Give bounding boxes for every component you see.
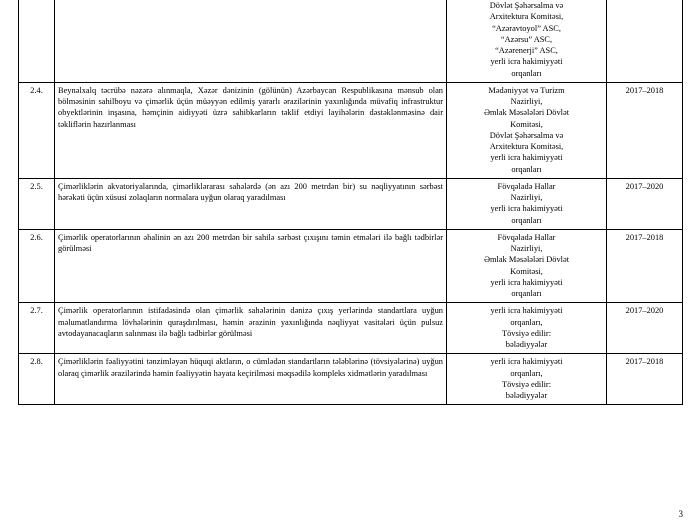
row-executors-cell xyxy=(447,303,607,354)
executor-line: Fövqəladə Hallar xyxy=(497,181,556,191)
executor-line: Mədəniyyət və Turizm xyxy=(488,85,565,95)
executor-line: yerli icra hakimiyyəti xyxy=(490,357,563,367)
table-row xyxy=(19,229,683,303)
executor-line: orqanları, xyxy=(510,317,543,327)
row-number-cell: 2.5. xyxy=(19,178,55,229)
row-period-cell: 2017–2018 xyxy=(607,82,683,178)
row-number-cell: 2.6. xyxy=(19,229,55,303)
row-period-cell: 2017–2020 xyxy=(607,178,683,229)
table-body xyxy=(19,0,683,405)
executor-line: Dövlət Şəhərsalma və xyxy=(489,130,564,140)
executor-line: bələdiyyələr xyxy=(505,340,548,349)
row-measure-cell xyxy=(55,0,447,82)
executor-line: yerli icra hakimiyyəti xyxy=(490,57,563,67)
executor-line: Əmlak Məsələləri Dövlət xyxy=(483,108,570,118)
executor-line: yerli icra hakimiyyəti xyxy=(490,306,563,316)
row-period-cell: 2017–2018 xyxy=(607,354,683,405)
table-row xyxy=(19,178,683,229)
page-number: 3 xyxy=(678,509,683,519)
row-executors-cell xyxy=(447,82,607,178)
executor-line: orqanları xyxy=(511,68,542,78)
executor-line: Arxitektura Komitəsi, xyxy=(489,12,564,22)
executor-line: Arxitektura Komitəsi, xyxy=(489,142,564,151)
executor-line: Əmlak Məsələləri Dövlət xyxy=(483,255,570,265)
executor-line: Komitəsi, xyxy=(510,266,543,276)
row-executors-cell xyxy=(447,0,607,82)
executor-line: Nazirliyi, xyxy=(510,97,543,106)
row-measure-cell: Beynəlxalq təcrübə nəzərə alınmaqla, Xəzər dənizinin (gölünün) Azərbaycan Respublikasına mənsub olan bölməsinin sahilboyu və çimərlik üçün müəyyən edilmiş yararlı ərazilərinin yaxınlığında müvafiq infrastruktur obyektlərinin inşasına, həmçinin aidiyyəti üzrə sahibkarların təklif etdiyi layihələrin dəstəklənməsinə dair təkliflərin hazırlanması xyxy=(55,82,447,178)
row-period-cell: 2017–2020 xyxy=(607,303,683,354)
executor-line: bələdiyyələr xyxy=(505,391,548,400)
table-row xyxy=(19,0,683,82)
row-number-cell: 2.4. xyxy=(19,82,55,178)
executor-line: Fövqəladə Hallar xyxy=(497,232,556,242)
executor-line: Tövsiyə edilir: xyxy=(501,328,552,338)
executor-line: orqanları xyxy=(511,215,542,225)
executor-line: Nazirliyi, xyxy=(510,244,543,253)
row-number-cell: 2.7. xyxy=(19,303,55,354)
executor-line: Nazirliyi, xyxy=(510,193,543,202)
row-period-cell: 2017–2018 xyxy=(607,229,683,303)
executor-line: “Azərenerji” ASC, xyxy=(495,46,558,55)
table-row xyxy=(19,354,683,405)
row-measure-cell: Çimərlik operatorlarının əhalinin ən azı 200 metrdən bir sahilə sərbəst çıxışını təmin etmələri ilə bağlı tədbirlər görülməsi xyxy=(55,229,447,303)
executor-line: yerli icra hakimiyyəti xyxy=(490,153,563,163)
executor-line: orqanları xyxy=(511,164,542,174)
executor-line: “Azəravtoyol” ASC, xyxy=(492,23,561,33)
executor-line: orqanları xyxy=(511,289,542,298)
measures-table xyxy=(18,0,683,405)
table-row xyxy=(19,303,683,354)
executor-line: Tövsiyə edilir: xyxy=(501,379,552,389)
row-executors-cell xyxy=(447,178,607,229)
row-number-cell xyxy=(19,0,55,82)
table-row xyxy=(19,82,683,178)
row-number-cell: 2.8. xyxy=(19,354,55,405)
row-executors-cell xyxy=(447,354,607,405)
row-measure-cell: Çimərlik operatorlarının istifadəsində olan çimərlik sahələrinin dənizə çıxış yerlərində standartlara uyğun məlumatlandırma lövhələrinin quraşdırılması, həmin ərazinin yaxınlığında nəqliyyat vasitələri üçün pulsuz avtodayanacaqların salınması ilə bağlı tədbirlər görülməsi xyxy=(55,303,447,354)
executor-line: Dövlət Şəhərsalma və xyxy=(489,1,564,10)
row-measure-cell: Çimərliklərin akvatoriyalarında, çimərliklərarası sahələrdə (ən azı 200 metrdən bir) su nəqliyyatının sərbəst hərəkəti üçün xüsusi zolaqların normalara uyğun olaraq yaradılması xyxy=(55,178,447,229)
executor-line: orqanları, xyxy=(510,368,543,378)
executor-line: yerli icra hakimiyyəti xyxy=(490,204,563,214)
executor-line: “Azərsu” ASC, xyxy=(500,34,553,44)
row-period-cell xyxy=(607,0,683,82)
row-executors-cell xyxy=(447,229,607,303)
executor-line: yerli icra hakimiyyəti xyxy=(490,277,563,287)
row-measure-cell: Çimərliklərin fəaliyyətini tənzimləyən hüquqi aktların, o cümlədən standartların tələblərinə (tövsiyələrinə) uyğun olaraq çimərlik ərazilərində həmin fəaliyyətin həyata keçirilməsi məqsədilə kompleks xidmətlərin yaradılması xyxy=(55,354,447,405)
executor-line: Komitəsi, xyxy=(510,119,543,129)
